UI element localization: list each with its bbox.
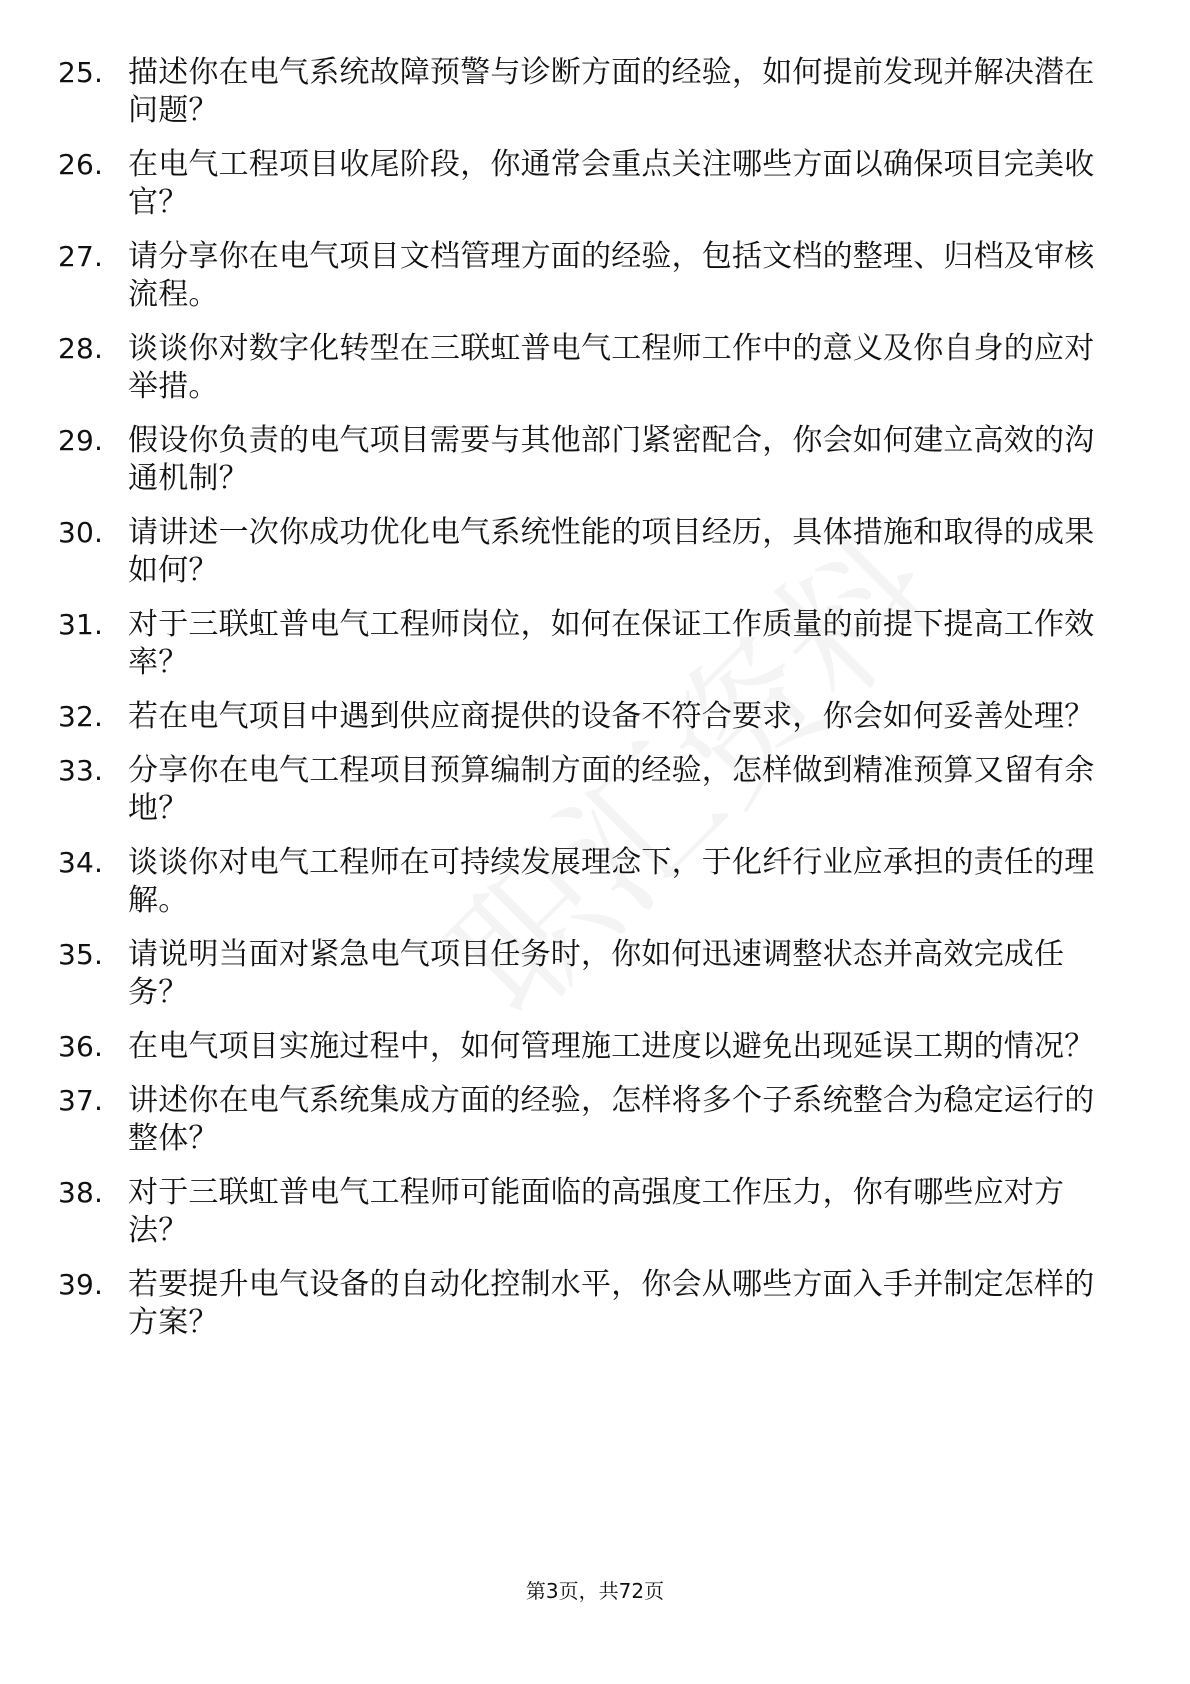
question-number: 38. xyxy=(58,1176,104,1209)
list-item xyxy=(58,514,1118,590)
question-text: 讲述你在电气系统集成方面的经验，怎样将多个子系统整合为稳定运行的整体？ xyxy=(128,1083,1095,1156)
list-item xyxy=(58,1028,1118,1066)
list-item xyxy=(58,146,1118,222)
question-number: 27. xyxy=(58,240,104,273)
list-item xyxy=(58,238,1118,314)
list-item xyxy=(58,1082,1118,1158)
question-text: 谈谈你对数字化转型在三联虹普电气工程师工作中的意义及你自身的应对举措。 xyxy=(128,331,1095,404)
question-number: 33. xyxy=(58,754,104,787)
question-list xyxy=(58,54,1118,1358)
question-text: 请分享你在电气项目文档管理方面的经验，包括文档的整理、归档及审核流程。 xyxy=(128,239,1095,312)
question-text: 在电气项目实施过程中，如何管理施工进度以避免出现延误工期的情况？ xyxy=(128,1029,1095,1064)
question-number: 31. xyxy=(58,608,104,641)
list-item xyxy=(58,752,1118,828)
list-item xyxy=(58,936,1118,1012)
question-number: 26. xyxy=(58,148,104,181)
question-text: 请讲述一次你成功优化电气系统性能的项目经历，具体措施和取得的成果如何？ xyxy=(128,515,1095,588)
list-item xyxy=(58,330,1118,406)
question-number: 34. xyxy=(58,846,104,879)
list-item xyxy=(58,844,1118,920)
question-text: 在电气工程项目收尾阶段，你通常会重点关注哪些方面以确保项目完美收官？ xyxy=(128,147,1095,220)
question-number: 39. xyxy=(58,1268,104,1301)
question-text: 分享你在电气工程项目预算编制方面的经验，怎样做到精准预算又留有余地？ xyxy=(128,753,1095,826)
question-text: 对于三联虹普电气工程师岗位，如何在保证工作质量的前提下提高工作效率？ xyxy=(128,607,1095,680)
list-item xyxy=(58,1266,1118,1342)
question-text: 谈谈你对电气工程师在可持续发展理念下，于化纤行业应承担的责任的理解。 xyxy=(128,845,1095,918)
list-item xyxy=(58,422,1118,498)
question-number: 35. xyxy=(58,938,104,971)
list-item xyxy=(58,54,1118,130)
question-number: 37. xyxy=(58,1084,104,1117)
list-item xyxy=(58,1174,1118,1250)
question-number: 32. xyxy=(58,700,104,733)
question-number: 30. xyxy=(58,516,104,549)
question-text: 对于三联虹普电气工程师可能面临的高强度工作压力，你有哪些应对方法？ xyxy=(128,1175,1065,1248)
question-text: 请说明当面对紧急电气项目任务时，你如何迅速调整状态并高效完成任务？ xyxy=(128,937,1065,1010)
question-number: 29. xyxy=(58,424,104,457)
question-text: 若在电气项目中遇到供应商提供的设备不符合要求，你会如何妥善处理？ xyxy=(128,699,1095,734)
list-item xyxy=(58,606,1118,682)
question-text: 假设你负责的电气项目需要与其他部门紧密配合，你会如何建立高效的沟通机制？ xyxy=(128,423,1095,496)
question-text: 若要提升电气设备的自动化控制水平，你会从哪些方面入手并制定怎样的方案？ xyxy=(128,1267,1095,1340)
question-number: 25. xyxy=(58,56,104,89)
question-number: 36. xyxy=(58,1030,104,1063)
question-text: 描述你在电气系统故障预警与诊断方面的经验，如何提前发现并解决潜在问题？ xyxy=(128,55,1095,128)
list-item xyxy=(58,698,1118,736)
question-number: 28. xyxy=(58,332,104,365)
page-footer: 第3页，共72页 xyxy=(525,1579,665,1603)
